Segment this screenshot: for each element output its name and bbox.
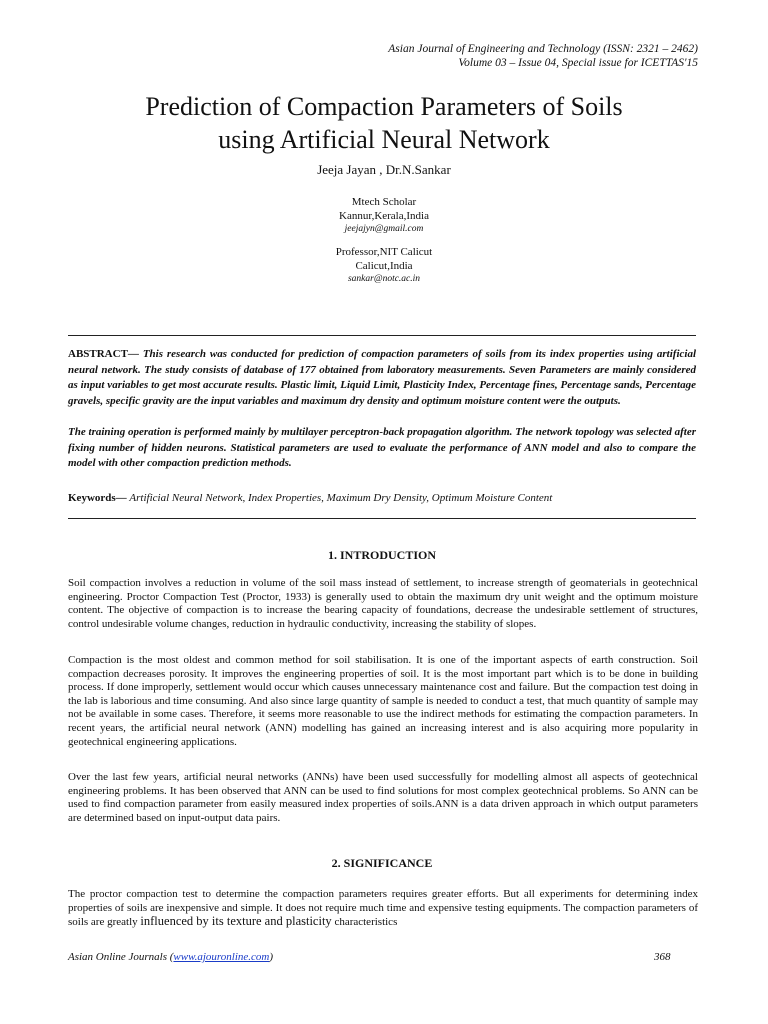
affiliation-place: Kannur,Kerala,India [339,209,429,222]
abstract-paragraph-2: The training operation is performed mainly by multilayer perceptron-back propagation algorithm. The network topology was selected after fixing number of hidden neurons. Statistical parameters are used to evaluate the performance of ANN model and also to compare the model with other compaction prediction methods. [68,426,696,469]
footer-close-paren: ) [269,951,274,963]
title-line-1: Prediction of Compaction Parameters of Soils [145,92,623,121]
footer-url-link[interactable]: www.ajouronline.com [173,951,270,963]
intro-paragraph-1: Soil compaction involves a reduction in volume of the soil mass instead of settlement, to increase strength of geomaterials in geotechnical engineering. Proctor Compaction Test (Proctor, 1933) is generally used to obtain the maximum dry unit weight and the optimum moisture content. The objective of compaction is to increase the bearing capacity of foundations, decrease the undesirable settlement of structures, control undesirable volume changes, reduction in hydraulic conductivity, increasing the stability of slopes. [68,577,698,630]
keywords [68,491,696,506]
footer-publisher [68,951,273,963]
keywords-text: Artificial Neural Network, Index Properties, Maximum Dry Density, Optimum Moisture Content [129,492,553,504]
affiliation-1 [60,196,708,237]
abstract-label: ABSTRACT— [68,348,139,360]
intro-paragraph-3: Over the last few years, artificial neural networks (ANNs) have been used successfully for modelling almost all aspects of geotechnical engineering problems. It has been observed that ANN can be used to find solutions for most complex geotechnical problems. So ANN can be used to find compaction parameter from easily measured index properties of soils.ANN is a data driven approach in which output parameters are determined based on input-output data pairs. [68,771,698,824]
affiliation-email: jeejajyn@gmail.com [344,224,424,234]
journal-header [388,42,698,70]
footer-publisher-name: Asian Online Journals ( [68,951,174,963]
significance-text-large: influenced by its texture and plasticity [140,914,332,929]
affiliation-2 [60,246,708,287]
paper-title [60,90,708,156]
affiliation-role: Mtech Scholar [351,196,417,208]
journal-volume: Volume 03 – Issue 04, Special issue for ICETTAS'15 [458,57,698,69]
title-line-2: using Artificial Neural Network [218,125,550,154]
abstract-text: This research was conducted for prediction of compaction parameters of soils from its index properties using artificial neural network. The study consists of database of 177 obtained from laboratory measurements. Seven Parameters are mainly considered as input variables to get most accurate results. Plastic limit, Liquid Limit, Plasticity Index, Percentage fines, Percentage sands, Percentage gravels, specific gravity are the input variables and maximum dry density and optimum moisture content were the outputs. [68,348,696,407]
affiliation-role: Professor,NIT Calicut [335,246,433,258]
significance-text: The proctor compaction test to determine the compaction parameters requires greater efforts. But all experiments for determining index properties of soils are inexpensive and simple. It does not require much time and expensive testing equipments. The compaction parameters of soils are greatly [68,888,698,929]
significance-text-end: characteristics [334,916,398,929]
affiliation-place: Calicut,India [355,259,413,272]
affiliation-email: sankar@notc.ac.in [347,274,421,284]
keywords-label: Keywords— [68,492,127,504]
section-heading-significance: 2. SIGNIFICANCE [331,856,433,870]
page-number: 368 [654,951,671,963]
intro-paragraph-2: Compaction is the most oldest and common method for soil stabilisation. It is one of the important aspects of earth construction. Soil compaction decreases porosity. It improves the engineering properties of soil. It is the most important part which is to be done in building process. If done improperly, settlement would occur which causes unnecessary maintenance cost and failure. But the compaction test doing in the lab is laborious and time consuming. And also since large quantity of sample is needed to conduct a test, that much quantity of sample may not be available in some cases. Therefore, it seems more reasonable to use the indirect methods for estimating the compaction parameters. In recent years, the artificial neural network (ANN) modelling has gained an increasing interest and is also acquiring more popularity in geotechnical engineering applications. [68,654,698,748]
authors: Jeeja Jayan , Dr.N.Sankar [317,162,451,177]
significance-paragraph [68,888,698,930]
divider-bottom [68,518,696,519]
journal-name: Asian Journal of Engineering and Technology (ISSN: 2321 – 2462) [388,43,698,55]
abstract-paragraph-1 [68,347,696,409]
section-heading-introduction: 1. INTRODUCTION [327,548,436,562]
divider-top [68,335,696,336]
